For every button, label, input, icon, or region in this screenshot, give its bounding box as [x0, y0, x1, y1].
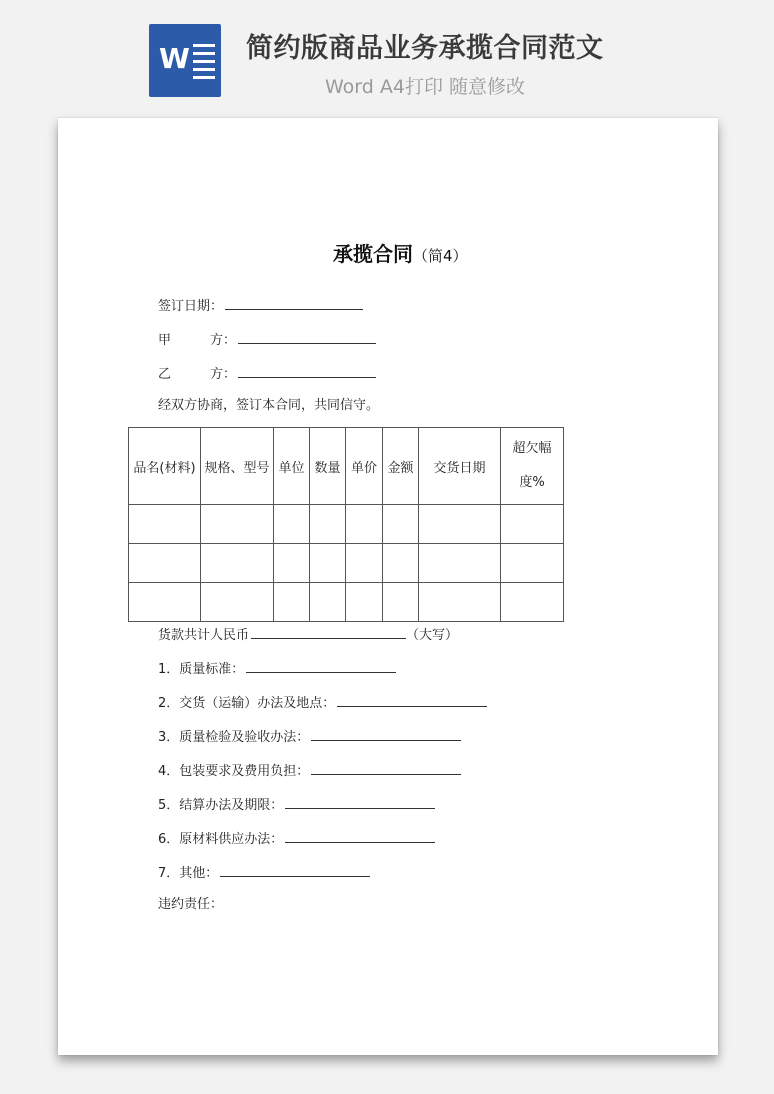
header-cell-unit-price: 单价 — [346, 428, 383, 505]
clause-quality-standard — [158, 658, 396, 679]
goods-table-header-row — [129, 428, 564, 505]
word-document-icon — [149, 24, 221, 97]
clause-blank — [311, 726, 461, 741]
header-cell-overdue-line2: 度% — [519, 475, 545, 490]
clause-packaging — [158, 760, 461, 781]
clause-label: 4．包装要求及费用负担： — [158, 764, 310, 779]
clause-blank — [246, 658, 396, 673]
clause-blank — [311, 760, 461, 775]
table-row — [129, 544, 564, 583]
header-cell-unit: 单位 — [274, 428, 310, 505]
clause-delivery — [158, 692, 487, 713]
header-cell-overdue — [501, 428, 564, 505]
contract-intro: 经双方协商，签订本合同，共同信守。 — [158, 398, 380, 413]
contract-title — [333, 238, 468, 267]
header-cell-quantity: 数量 — [310, 428, 346, 505]
contract-title-main: 承揽合同 — [333, 242, 413, 266]
header-cell-overdue-line1: 超欠幅 — [512, 441, 552, 456]
word-icon-letter: W — [159, 42, 190, 75]
payment-note: （大写） — [406, 628, 459, 643]
clause-label: 2．交货（运输）办法及地点： — [158, 696, 336, 711]
table-row — [129, 505, 564, 544]
document-header — [0, 0, 774, 118]
clause-label: 3．质量检验及验收办法： — [158, 730, 310, 745]
party-a-label-char: 甲 — [158, 333, 172, 348]
party-b-blank — [238, 363, 376, 378]
clause-blank — [337, 692, 487, 707]
clause-label: 1．质量标准： — [158, 662, 245, 677]
clause-other — [158, 862, 370, 883]
document-subtitle: Word A4打印 随意修改 — [325, 76, 526, 98]
payment-label: 货款共计人民币 — [158, 628, 250, 643]
party-a-label-suffix: 方： — [210, 333, 237, 348]
party-b-label-suffix: 方： — [210, 367, 237, 382]
clause-settlement — [158, 794, 435, 815]
header-cell-spec: 规格、型号 — [201, 428, 274, 505]
header-cell-delivery-date: 交货日期 — [419, 428, 501, 505]
clause-inspection — [158, 726, 461, 747]
word-icon-lines — [193, 44, 215, 80]
sign-date-label: 签订日期： — [158, 299, 224, 314]
table-row — [129, 583, 564, 622]
party-b-label-char: 乙 — [158, 367, 172, 382]
contract-title-note: （简4） — [413, 247, 468, 265]
clause-raw-materials — [158, 828, 435, 849]
party-a-line — [158, 329, 376, 350]
clause-label: 5．结算办法及期限： — [158, 798, 284, 813]
clause-blank — [220, 862, 370, 877]
sign-date-blank — [225, 295, 363, 310]
clause-label: 7．其他： — [158, 866, 219, 881]
header-cell-product: 品名(材料) — [129, 428, 201, 505]
header-cell-amount: 金额 — [383, 428, 419, 505]
breach-label: 违约责任： — [158, 897, 224, 912]
payment-blank — [251, 624, 406, 639]
party-b-line — [158, 363, 376, 384]
clause-label: 6．原材料供应办法： — [158, 832, 284, 847]
document-title: 简约版商品业务承揽合同范文 — [246, 33, 604, 64]
sign-date-line — [158, 295, 363, 316]
goods-table — [128, 427, 564, 622]
payment-line — [158, 624, 458, 645]
clause-blank — [285, 828, 435, 843]
document-page — [58, 118, 718, 1055]
clause-blank — [285, 794, 435, 809]
party-a-blank — [238, 329, 376, 344]
